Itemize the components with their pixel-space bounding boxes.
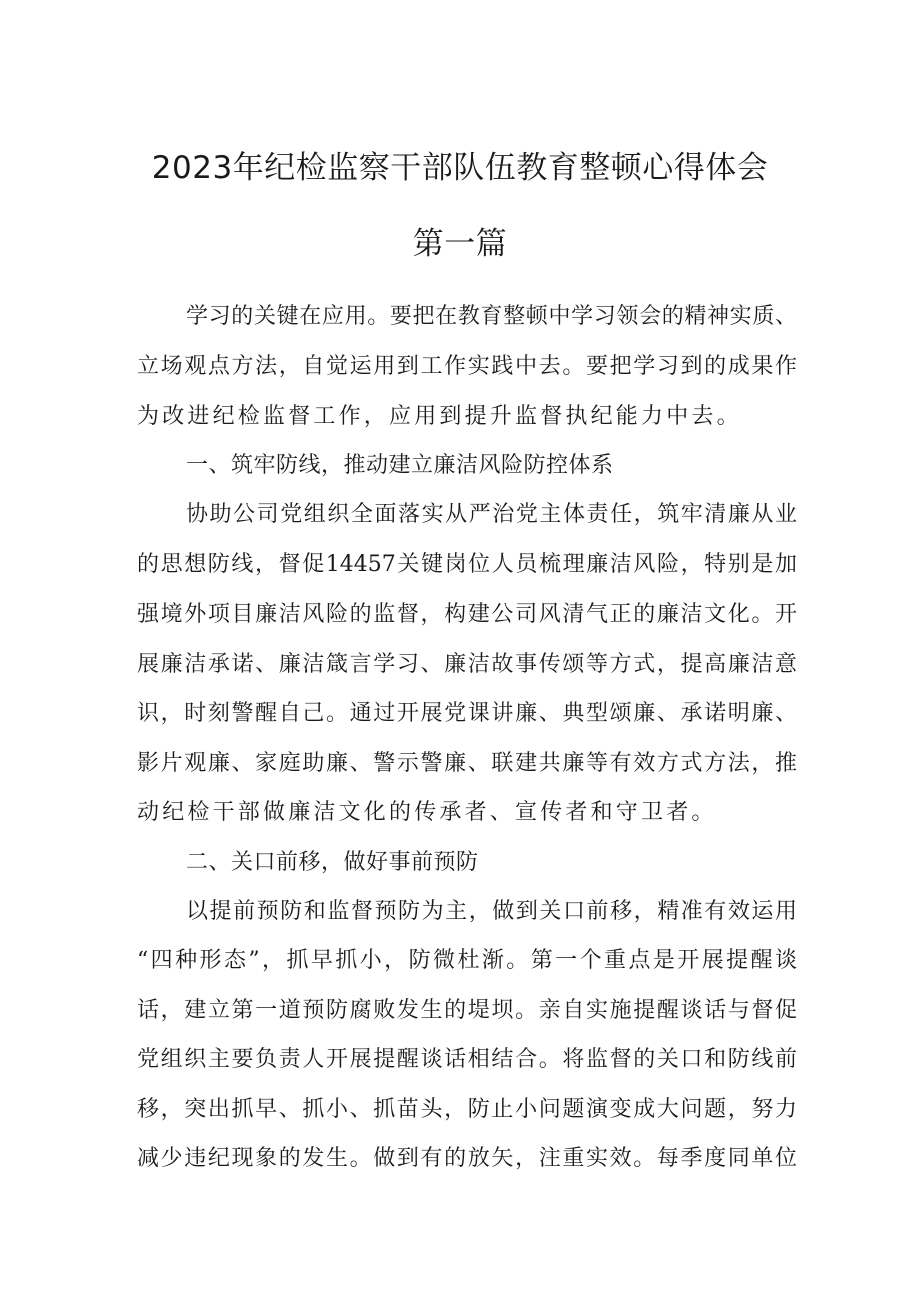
section1-line: 动纪检干部做廉洁文化的传承者、宣传者和守卫者。: [137, 800, 717, 825]
section-heading: 二、关口前移，做好事前预防: [186, 850, 479, 875]
section1-line: 影片观廉、家庭助廉、警示警廉、联建共廉等有效方式方法，推: [137, 751, 797, 776]
section2-line: 党组织主要负责人开展提醒谈话相结合。将监督的关口和防线前: [137, 1047, 797, 1072]
section2-line: 话，建立第一道预防腐败发生的堤坝。亲自实施提醒谈话与督促: [137, 998, 797, 1023]
section1-line: 识，时刻警醒自己。通过开展党课讲廉、典型颂廉、承诺明廉、: [137, 701, 797, 726]
section1-line: 协助公司党组织全面落实从严治党主体责任，筑牢清廉从业: [186, 502, 797, 527]
intro-line: 学习的关键在应用。要把在教育整顿中学习领会的精神实质、: [186, 304, 797, 329]
section1-line: 的思想防线，督促14457关键岗位人员梳理廉洁风险，特别是加: [137, 552, 797, 577]
document-subtitle: 第一篇: [412, 226, 508, 262]
section-heading: 一、筑牢防线，推动建立廉洁风险防控体系: [186, 453, 614, 478]
section2-line: “四种形态”，抓早抓小，防微杜渐。第一个重点是开展提醒谈: [137, 948, 797, 973]
document-title: 2023年纪检监察干部队伍教育整顿心得体会: [151, 150, 769, 186]
section2-line: 移，突出抓早、抓小、抓苗头，防止小问题演变成大问题，努力: [137, 1097, 797, 1122]
section1-line: 展廉洁承诺、廉洁箴言学习、廉洁故事传颂等方式，提高廉洁意: [137, 652, 797, 677]
section1-line: 强境外项目廉洁风险的监督，构建公司风清气正的廉洁文化。开: [137, 602, 797, 627]
section2-line: 以提前预防和监督预防为主，做到关口前移，精准有效运用: [186, 899, 797, 924]
intro-line: 为改进纪检监督工作，应用到提升监督执纪能力中去。: [137, 404, 742, 429]
section2-line: 减少违纪现象的发生。做到有的放矢，注重实效。每季度同单位: [137, 1146, 797, 1171]
intro-line: 立场观点方法，自觉运用到工作实践中去。要把学习到的成果作: [137, 354, 797, 379]
